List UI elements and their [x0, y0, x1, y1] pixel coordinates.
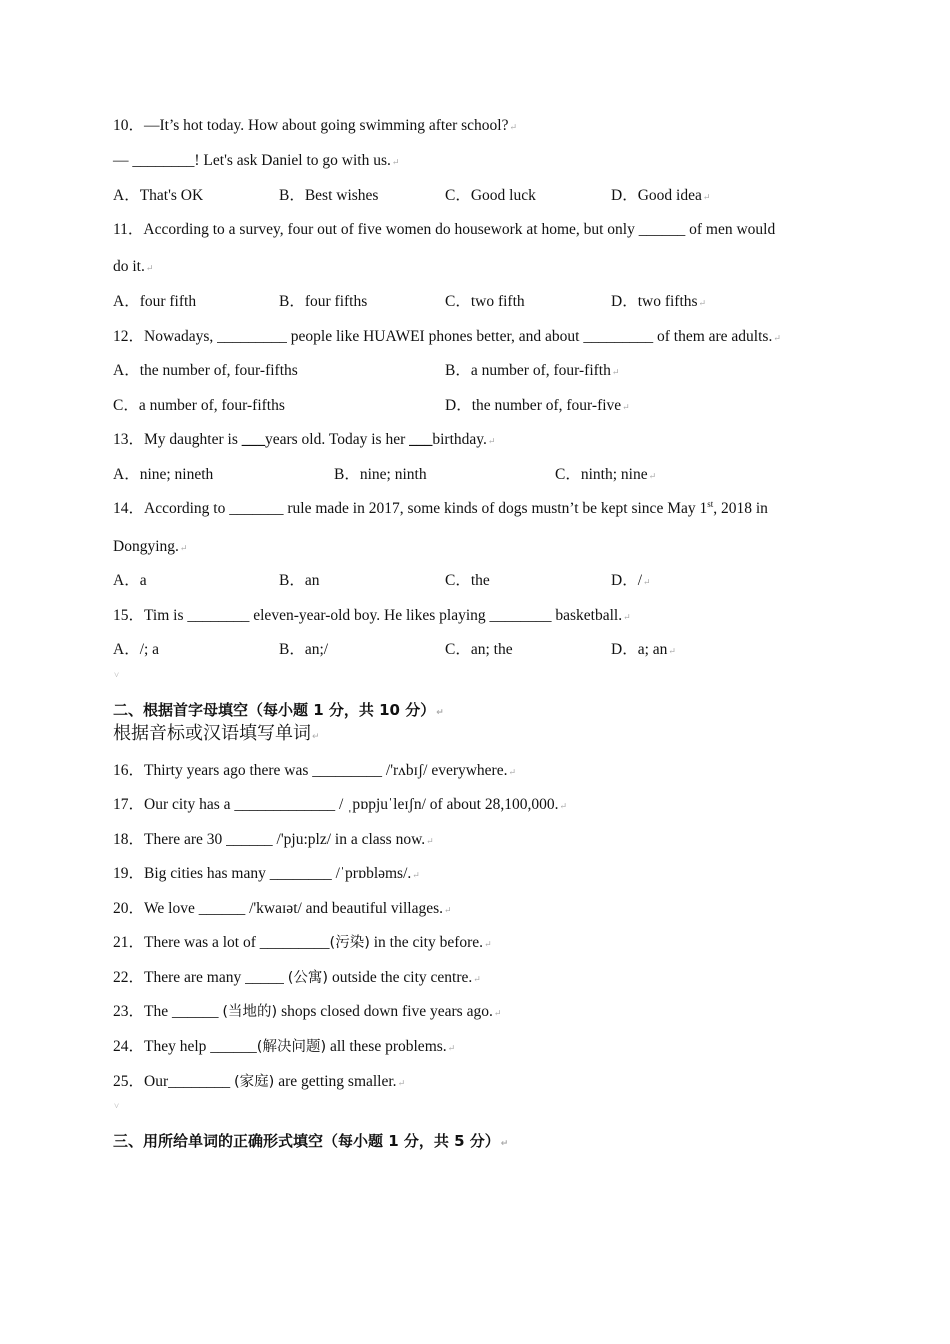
- q23: 23．The ______ (当地的) shops closed down five years ago.↵: [113, 1003, 502, 1020]
- q14-option-c: C．the: [445, 572, 490, 589]
- q14-stem-line1: 14．According to _______ rule made in 2017, some kinds of dogs mustn’t be kept since May 1st, 2018 in: [113, 498, 768, 517]
- q13-option-c: C．ninth; nine↵: [555, 466, 657, 483]
- q17: 17．Our city has a _____________ / ˌpɒpjuˈleɪʃn/ of about 28,100,000.↵: [113, 796, 568, 813]
- empty-paragraph-mark: ˅: [114, 670, 120, 680]
- q12-option-b: B．a number of, four-fifth↵: [445, 362, 620, 379]
- q15-option-a: A．/; a: [113, 641, 160, 658]
- section-2-heading: 二、根据首字母填空（每小题 1 分，共 10 分）↵: [113, 701, 444, 719]
- q13-blank-1: ___: [241, 431, 265, 448]
- q13-blank-2: ___: [409, 431, 433, 448]
- q15-option-c: C．an; the: [445, 641, 513, 658]
- q11-option-a: A．four fifth: [113, 293, 197, 310]
- q14-option-a: A．a: [113, 572, 147, 589]
- q15-option-b: B．an;/: [279, 641, 329, 658]
- q24: 24．They help ______(解决问题) all these problems.↵: [113, 1038, 456, 1055]
- q12-option-a: A．the number of, four-fifths: [113, 362, 298, 379]
- q16: 16．Thirty years ago there was _________ /'rʌbɪʃ/ everywhere.↵: [113, 762, 517, 779]
- q15-option-d: D．a; an↵: [611, 641, 676, 658]
- section-2-subheading: 根据音标或汉语填写单词↵: [113, 723, 320, 744]
- q14-stem-line2: Dongying.↵: [113, 538, 188, 555]
- q11-option-b: B．four fifths: [279, 293, 368, 310]
- q15-stem: 15．Tim is ________ eleven-year-old boy. He likes playing ________ basketball.↵: [113, 607, 631, 624]
- q20: 20．We love ______ /'kwaɪət/ and beautiful villages.↵: [113, 900, 452, 917]
- section-3-heading: 三、用所给单词的正确形式填空（每小题 1 分，共 5 分）↵: [113, 1132, 509, 1150]
- q13-option-a: A．nine; nineth: [113, 466, 214, 483]
- q22: 22．There are many _____ (公寓) outside the city centre.↵: [113, 969, 481, 986]
- q10-stem-line1: 10．—It’s hot today. How about going swimming after school?↵: [113, 117, 518, 134]
- q10-option-b: B．Best wishes: [279, 187, 379, 204]
- q10-option-c: C．Good luck: [445, 187, 536, 204]
- q10-option-a: A．That's OK: [113, 187, 204, 204]
- q10-stem-line2: — ________! Let's ask Daniel to go with us.↵: [113, 152, 400, 169]
- q12-stem: 12．Nowadays, _________ people like HUAWEI phones better, and about _________ of them are adults.↵: [113, 328, 781, 345]
- q12-option-d: D．the number of, four-five↵: [445, 397, 630, 414]
- q14-option-b: B．an: [279, 572, 320, 589]
- q11-option-c: C．two fifth: [445, 293, 525, 310]
- q25: 25．Our________ (家庭) are getting smaller.↵: [113, 1073, 406, 1090]
- q10-option-d: D．Good idea↵: [611, 187, 711, 204]
- q11-stem-line1: 11．According to a survey, four out of five women do housework at home, but only ______ of men would: [113, 221, 776, 238]
- q11-stem-line2: do it.↵: [113, 258, 154, 275]
- q18: 18．There are 30 ______ /'pju:plz/ in a class now.↵: [113, 831, 434, 848]
- q13-option-b: B．nine; ninth: [334, 466, 427, 483]
- empty-paragraph-mark-2: ˅: [114, 1101, 120, 1111]
- q12-option-c: C．a number of, four-fifths: [113, 397, 285, 414]
- q13-stem: 13．My daughter is ___years old. Today is her ___birthday.↵: [113, 431, 496, 448]
- q11-option-d: D．two fifths↵: [611, 293, 707, 310]
- q19: 19．Big cities has many ________ /ˈprɒbləms/.↵: [113, 865, 420, 882]
- q14-option-d: D．/↵: [611, 572, 651, 589]
- q21: 21．There was a lot of _________(污染) in the city before.↵: [113, 934, 492, 951]
- q14-superscript: st: [707, 498, 714, 509]
